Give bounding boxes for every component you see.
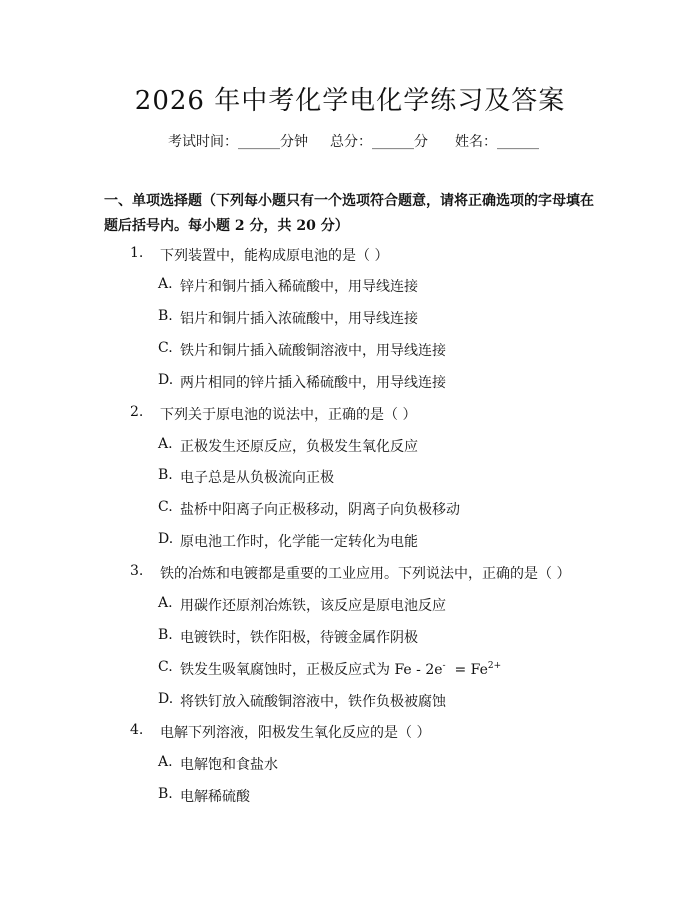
- option-text: 将铁钉放入硫酸铜溶液中，铁作负极被腐蚀: [180, 694, 446, 710]
- option-text-main: 铁发生吸氧腐蚀时，正极反应式为 Fe - 2e: [180, 662, 443, 678]
- exam-score: 总分：______分: [330, 134, 428, 150]
- exam-name: 姓名：______: [455, 134, 539, 150]
- question-number: 3.: [130, 563, 144, 579]
- electron-charge-sup: -: [442, 661, 446, 671]
- section-heading: 一、单项选择题（下列每小题只有一个选项符合题意，请将正确选项的字母填在题后括号内。每小题 2 分，共 20 分）: [104, 193, 594, 234]
- option-letter: D.: [158, 372, 174, 388]
- page-title: 2026 年中考化学电化学练习及答案: [134, 86, 566, 116]
- exam-time: 考试时间：______分钟: [168, 134, 308, 150]
- option-text: 盐桥中阳离子向正极移动，阴离子向负极移动: [180, 502, 460, 518]
- option-text: [180, 659, 501, 679]
- option-letter: B.: [158, 786, 173, 802]
- question-number: 1.: [130, 245, 144, 261]
- option-letter: A.: [158, 436, 173, 452]
- question-text: 电解下列溶液，阳极发生氧化反应的是（ ）: [160, 725, 431, 741]
- option-letter: B.: [158, 467, 173, 483]
- option-text: 电解饱和食盐水: [180, 757, 278, 773]
- ion-charge-sup: 2+: [487, 661, 502, 671]
- option-letter: C.: [158, 340, 173, 356]
- question-text: 铁的冶炼和电镀都是重要的工业应用。下列说法中，正确的是（ ）: [160, 566, 571, 582]
- option-text: 电解稀硫酸: [180, 789, 250, 805]
- option-text: 用碳作还原剂冶炼铁，该反应是原电池反应: [180, 598, 446, 614]
- option-letter: A.: [158, 276, 173, 292]
- option-text: 原电池工作时，化学能一定转化为电能: [180, 534, 418, 550]
- option-text: 电子总是从负极流向正极: [180, 470, 334, 486]
- option-letter: B.: [158, 308, 173, 324]
- option-text: 正极发生还原反应，负极发生氧化反应: [180, 439, 418, 455]
- option-letter: B.: [158, 627, 173, 643]
- option-letter: D.: [158, 531, 174, 547]
- option-letter: D.: [158, 691, 174, 707]
- option-text: 两片相同的锌片插入稀硫酸中，用导线连接: [180, 375, 446, 391]
- question-number: 4.: [130, 722, 144, 738]
- option-letter: A.: [158, 595, 173, 611]
- equation-middle: = Fe: [445, 662, 488, 678]
- option-text: 电镀铁时，铁作阳极，待镀金属作阴极: [180, 630, 418, 646]
- option-text: 铝片和铜片插入浓硫酸中，用导线连接: [180, 311, 418, 327]
- question-text: 下列关于原电池的说法中，正确的是（ ）: [160, 407, 417, 423]
- option-letter: C.: [158, 659, 173, 675]
- option-letter: C.: [158, 499, 173, 515]
- option-text: 铁片和铜片插入硫酸铜溶液中，用导线连接: [180, 343, 446, 359]
- option-text: 锌片和铜片插入稀硫酸中，用导线连接: [180, 279, 418, 295]
- option-letter: A.: [158, 754, 173, 770]
- question-number: 2.: [130, 404, 144, 420]
- question-text: 下列装置中，能构成原电池的是（ ）: [160, 248, 389, 264]
